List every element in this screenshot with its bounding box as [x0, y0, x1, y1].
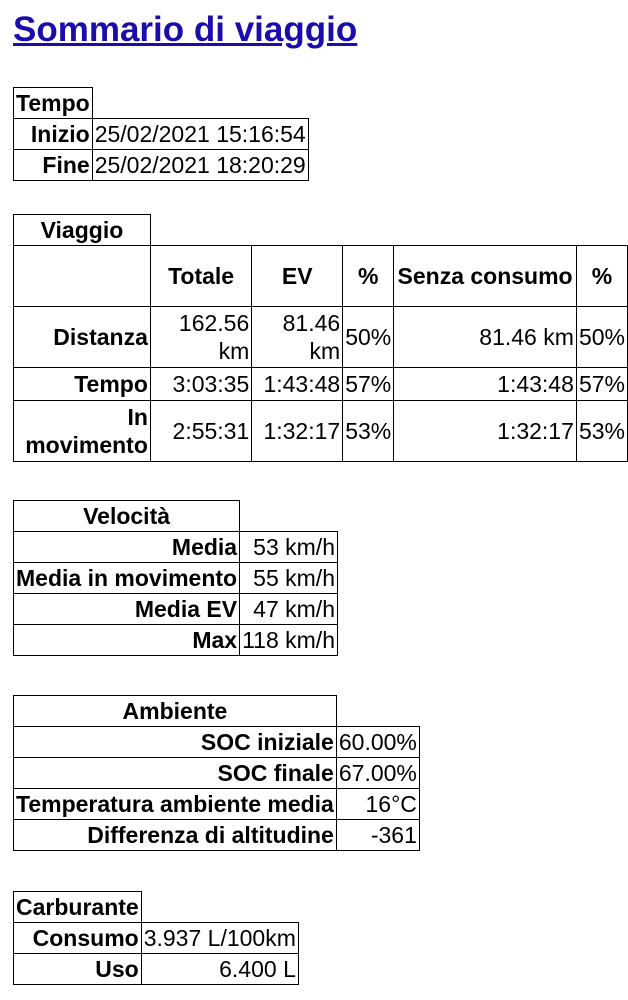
table-cell: 57%: [343, 368, 394, 401]
carburante-table: [13, 891, 299, 985]
table-row: [14, 368, 628, 401]
table-row: [14, 820, 420, 851]
table-cell: 1:32:17: [394, 401, 577, 462]
column-header: %: [576, 246, 627, 307]
table-row: [14, 954, 299, 985]
column-header: EV: [252, 246, 343, 307]
table-row: [14, 594, 338, 625]
empty-header-cell: [14, 246, 151, 307]
table-row: [14, 563, 338, 594]
row-label: Inizio: [14, 119, 93, 150]
table-cell: 81.46 km: [252, 307, 343, 368]
row-label: Distanza: [14, 307, 151, 368]
carburante-heading: Carburante: [14, 892, 142, 923]
table-row: [14, 727, 420, 758]
row-label: Max: [14, 625, 240, 656]
row-value: 60.00%: [336, 727, 419, 758]
row-value: 53 km/h: [240, 532, 338, 563]
ambiente-table: [13, 695, 420, 851]
table-row: [14, 789, 420, 820]
row-value: 25/02/2021 15:16:54: [92, 119, 308, 150]
table-row: [14, 758, 420, 789]
tempo-table: [13, 87, 309, 181]
row-label: Temperatura ambiente media: [14, 789, 337, 820]
page-title-link[interactable]: Sommario di viaggio: [13, 10, 358, 49]
row-label: Media in movimento: [14, 563, 240, 594]
row-value: 118 km/h: [240, 625, 338, 656]
row-value: 16°C: [336, 789, 419, 820]
viaggio-heading: Viaggio: [14, 215, 151, 246]
row-label: Tempo: [14, 368, 151, 401]
column-header: Senza consumo: [394, 246, 577, 307]
row-value: 55 km/h: [240, 563, 338, 594]
row-label: Media: [14, 532, 240, 563]
column-header: Totale: [150, 246, 251, 307]
row-label: Uso: [14, 954, 142, 985]
table-row: [14, 532, 338, 563]
table-cell: 1:32:17: [252, 401, 343, 462]
row-value: -361: [336, 820, 419, 851]
ambiente-heading: Ambiente: [14, 696, 337, 727]
row-label: SOC iniziale: [14, 727, 337, 758]
table-cell: 3:03:35: [150, 368, 251, 401]
tempo-heading: Tempo: [14, 88, 93, 119]
row-value: 25/02/2021 18:20:29: [92, 150, 308, 181]
row-label: Consumo: [14, 923, 142, 954]
velocita-table: [13, 500, 338, 656]
table-row: [14, 923, 299, 954]
page-title: [13, 8, 357, 52]
table-row: [14, 401, 628, 462]
table-row: [14, 119, 309, 150]
table-cell: 50%: [576, 307, 627, 368]
table-cell: 162.56 km: [150, 307, 251, 368]
table-header-row: [14, 246, 628, 307]
table-cell: 53%: [343, 401, 394, 462]
table-cell: 81.46 km: [394, 307, 577, 368]
row-value: 6.400 L: [141, 954, 298, 985]
column-header: %: [343, 246, 394, 307]
row-label: Differenza di altitudine: [14, 820, 337, 851]
table-cell: 1:43:48: [394, 368, 577, 401]
table-row: [14, 625, 338, 656]
row-label: In movimento: [14, 401, 151, 462]
row-value: 47 km/h: [240, 594, 338, 625]
table-cell: 1:43:48: [252, 368, 343, 401]
table-cell: 2:55:31: [150, 401, 251, 462]
table-row: [14, 150, 309, 181]
table-cell: 53%: [576, 401, 627, 462]
viaggio-table: [13, 214, 628, 462]
row-value: 67.00%: [336, 758, 419, 789]
velocita-heading: Velocità: [14, 501, 240, 532]
table-cell: 57%: [576, 368, 627, 401]
table-cell: 50%: [343, 307, 394, 368]
row-label: SOC finale: [14, 758, 337, 789]
row-value: 3.937 L/100km: [141, 923, 298, 954]
row-label: Fine: [14, 150, 93, 181]
row-label: Media EV: [14, 594, 240, 625]
table-row: [14, 307, 628, 368]
